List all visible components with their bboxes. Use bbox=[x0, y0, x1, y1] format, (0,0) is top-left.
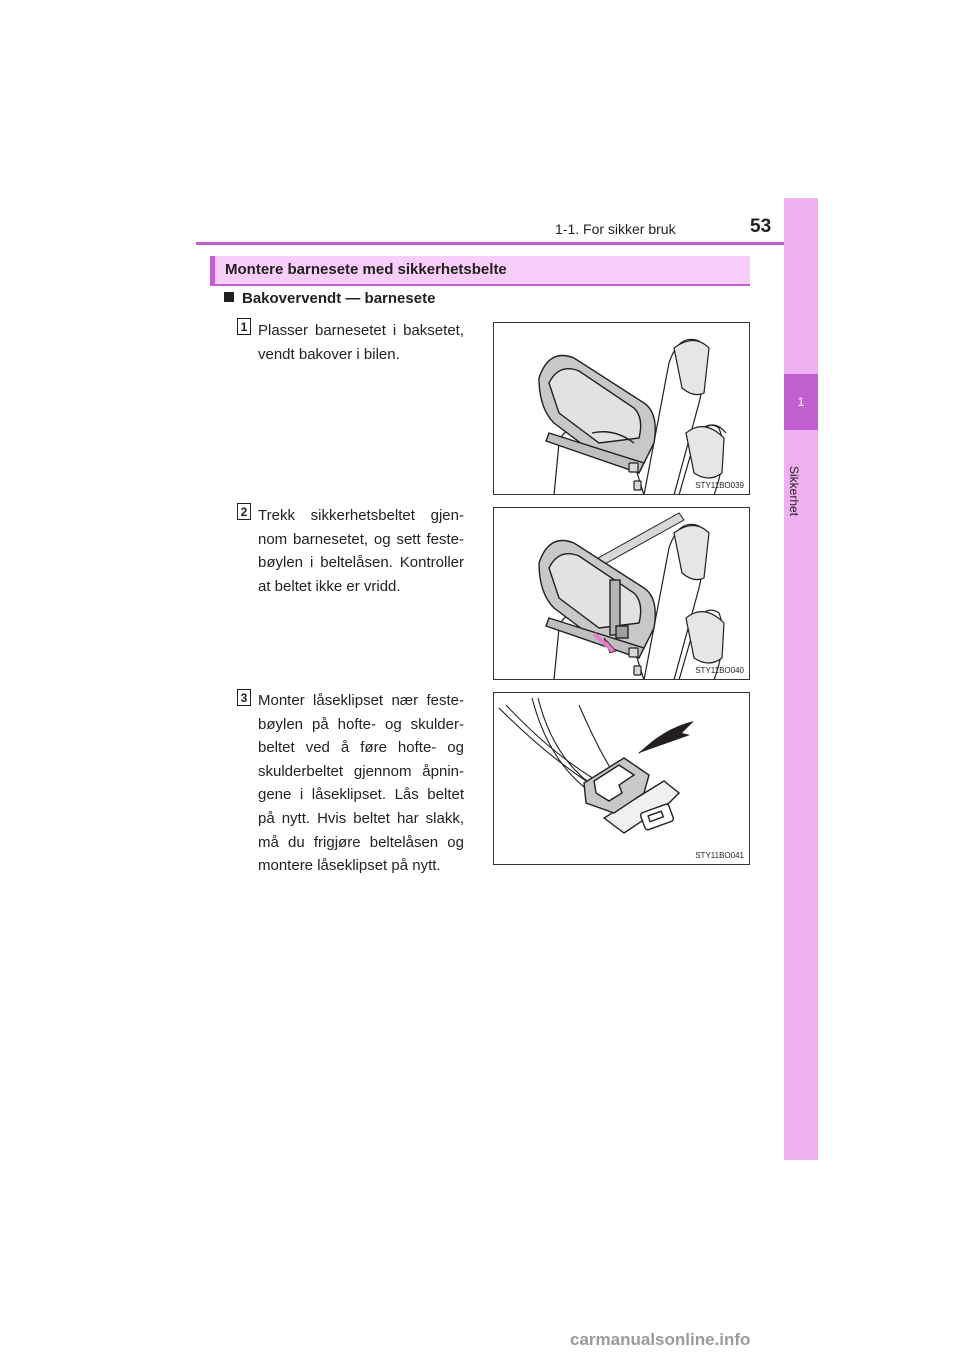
section-banner bbox=[210, 256, 750, 286]
step-text-3: Monter låseklipset nær feste-bøylen på hofte- og skulder-beltet ved å føre hofte- og skulderbeltet gjennom åpnin-gene i låseklipset. Lås beltet på nytt. Hvis beltet har slakk, må du frigjøre beltelåsen og montere låseklipset på nytt. bbox=[258, 692, 464, 875]
subheading bbox=[224, 290, 435, 307]
figure-code-2: STY11BO040 bbox=[695, 666, 744, 675]
header-rule bbox=[196, 242, 818, 245]
figure-code-1: STY11BO039 bbox=[695, 481, 744, 490]
section-title: Montere barnesete med sikkerhetsbelte bbox=[225, 261, 507, 278]
section-path: 1-1. For sikker bruk bbox=[555, 221, 676, 237]
figure-step-1 bbox=[493, 322, 750, 495]
step-text-2: Trekk sikkerhetsbeltet gjen-nom barnesetet, og sett feste-bøylen i beltelåsen. Kontroller at beltet ikke er vridd. bbox=[258, 507, 464, 595]
step-number-1: 1 bbox=[237, 318, 251, 335]
step-number-2: 2 bbox=[237, 503, 251, 520]
figure-step-3 bbox=[493, 692, 750, 865]
locking-clip-illustration bbox=[494, 693, 750, 865]
belt-routing-illustration bbox=[494, 508, 750, 680]
chapter-label: Sikkerhet bbox=[787, 466, 801, 517]
subheading-text: Bakovervendt — barnesete bbox=[242, 290, 436, 307]
chapter-number-tab[interactable] bbox=[784, 374, 818, 430]
page-number: 53 bbox=[750, 216, 772, 237]
child-seat-illustration bbox=[494, 323, 750, 495]
step-text-1: Plasser barnesetet i baksetet, vendt bakover i bilen. bbox=[258, 322, 464, 363]
step-number-3: 3 bbox=[237, 689, 251, 706]
chapter-side-tab[interactable] bbox=[784, 198, 818, 1160]
figure-step-2 bbox=[493, 507, 750, 680]
figure-code-3: STY11BO041 bbox=[695, 851, 744, 860]
watermark: carmanualsonline.info bbox=[570, 1330, 751, 1349]
chapter-number: 1 bbox=[797, 395, 805, 409]
square-bullet-icon bbox=[224, 292, 234, 302]
